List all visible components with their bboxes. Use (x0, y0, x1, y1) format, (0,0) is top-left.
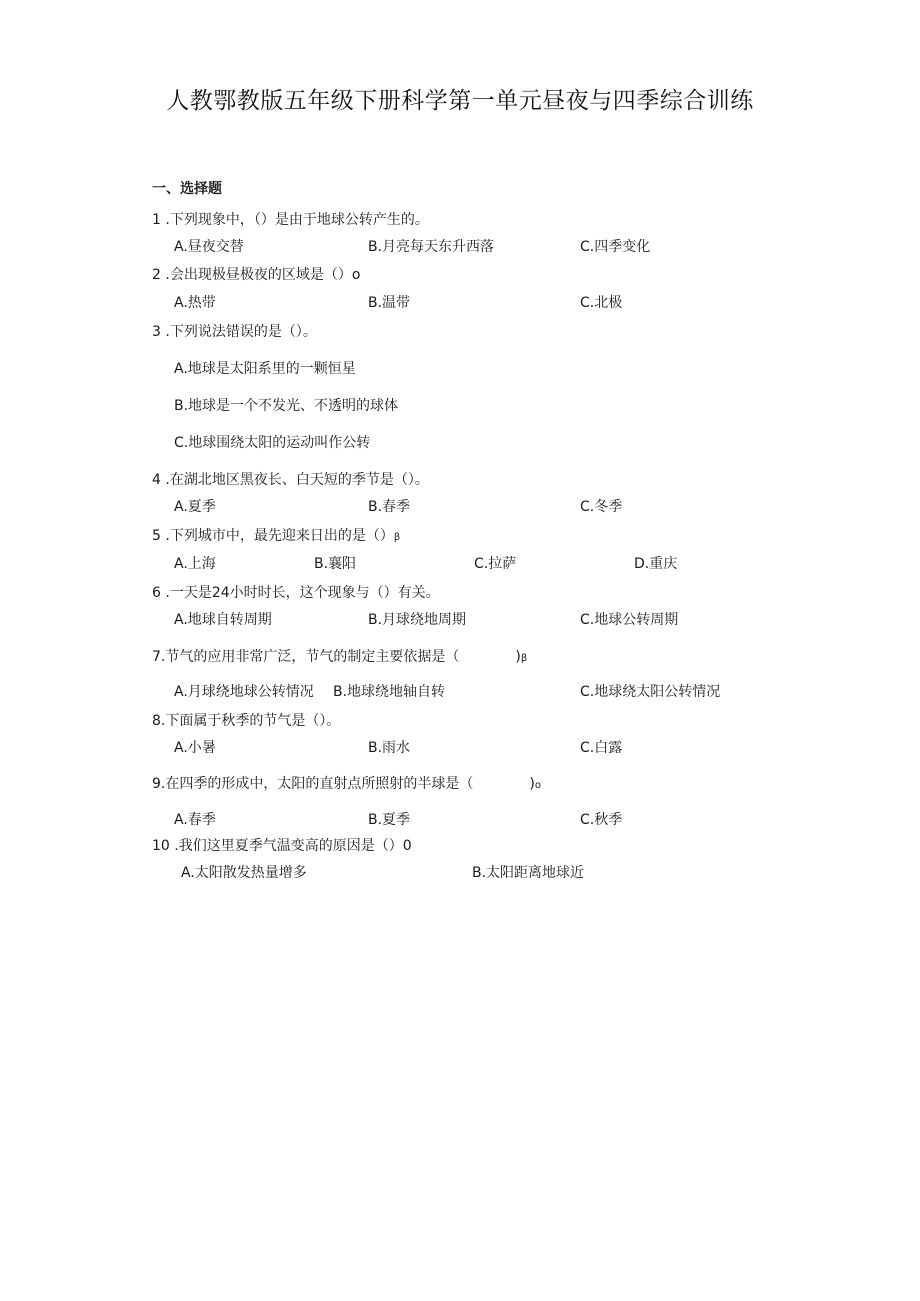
option-a: A.昼夜交替 (174, 239, 244, 255)
option-c: C.白露 (580, 740, 623, 756)
question-text: .下列说法错误的是（）。 (160, 324, 317, 340)
option-c: C.地球围绕太阳的运动叫作公转 (174, 435, 371, 451)
question-suffix: β (520, 653, 528, 664)
question-4 (152, 469, 429, 489)
question-number: 3 (152, 324, 161, 340)
question-number: 10 (152, 838, 170, 854)
option-a: A.太阳散发热量增多 (181, 865, 307, 881)
option-c: C.拉萨 (474, 556, 517, 572)
option-c: C.四季变化 (580, 239, 651, 255)
question-number: 8 (152, 713, 161, 729)
option-d: D.重庆 (634, 556, 678, 572)
question-suffix: β (393, 532, 401, 543)
question-text: .会出现极昼极夜的区域是（）o (160, 267, 361, 283)
question-close: ) (529, 776, 535, 792)
option-a: A.春季 (174, 812, 216, 828)
question-3 (152, 321, 317, 341)
question-text: .我们这里夏季气温变高的原因是（）0 (169, 838, 412, 854)
question-9 (152, 773, 541, 793)
option-b: B.襄阳 (314, 556, 357, 572)
question-number: 7 (152, 649, 161, 665)
question-number: 5 (152, 528, 161, 544)
option-c: C.秋季 (580, 812, 623, 828)
question-2 (152, 264, 360, 284)
question-number: 6 (152, 585, 161, 601)
page-title: 人教鄂教版五年级下册科学第一单元昼夜与四季综合训练 (166, 88, 754, 114)
section-heading: 一、选择题 (152, 181, 222, 197)
option-a: A.地球自转周期 (174, 612, 272, 628)
question-text: .在四季的形成中，太阳的直射点所照射的半球是（ (160, 776, 474, 792)
option-c: C.冬季 (580, 499, 623, 515)
question-close: ) (515, 649, 521, 665)
question-number: 9 (152, 776, 161, 792)
question-8 (152, 710, 340, 730)
option-b: B.地球绕地轴自转 (333, 684, 446, 700)
option-b: B.地球是一个不发光、不透明的球体 (174, 398, 399, 414)
question-10 (152, 835, 412, 855)
question-text: .节气的应用非常广泛，节气的制定主要依据是（ (160, 649, 460, 665)
question-1 (152, 209, 429, 229)
question-number: 1 (152, 212, 161, 228)
option-c: C.地球公转周期 (580, 612, 679, 628)
option-b: B.太阳距离地球近 (472, 865, 585, 881)
question-5 (152, 525, 400, 545)
option-b: B.雨水 (368, 740, 411, 756)
question-number: 4 (152, 472, 161, 488)
question-suffix: o (534, 780, 541, 791)
option-b: B.温带 (368, 295, 411, 311)
question-text: .下列现象中，（）是由于地球公转产生的。 (160, 212, 429, 228)
question-number: 2 (152, 267, 161, 283)
option-a: A.热带 (174, 295, 216, 311)
option-a: A.月球绕地球公转情况 (174, 684, 314, 700)
question-text: .下列城市中，最先迎来日出的是（） (160, 528, 394, 544)
option-a: A.上海 (174, 556, 216, 572)
option-a: A.地球是太阳系里的一颗恒星 (174, 361, 356, 377)
question-text: .一天是24小时时长，这个现象与（）有关。 (160, 585, 440, 601)
option-a: A.夏季 (174, 499, 216, 515)
option-c: C.地球绕太阳公转情况 (580, 684, 721, 700)
option-b: B.夏季 (368, 812, 411, 828)
option-b: B.月球绕地周期 (368, 612, 467, 628)
question-text: .下面属于秋季的节气是（）。 (160, 713, 341, 729)
option-a: A.小暑 (174, 740, 216, 756)
option-b: B.春季 (368, 499, 411, 515)
question-6 (152, 582, 440, 602)
question-text: .在湖北地区黑夜长、白天短的季节是（）。 (160, 472, 429, 488)
question-7 (152, 646, 527, 666)
option-c: C.北极 (580, 295, 623, 311)
option-b: B.月亮每天东升西落 (368, 239, 495, 255)
